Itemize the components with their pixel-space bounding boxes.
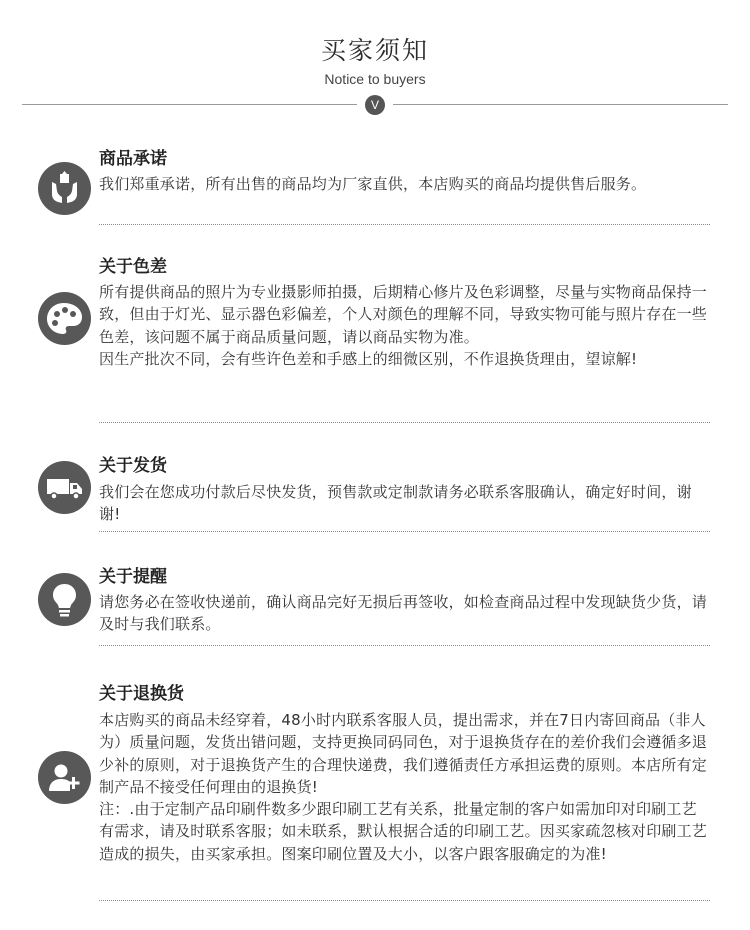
section-body xyxy=(99,709,711,865)
dotted-divider xyxy=(99,224,710,225)
section-title: 商品承诺 xyxy=(99,149,167,169)
section-body xyxy=(99,173,711,195)
section-body xyxy=(99,591,711,636)
section-title: 关于色差 xyxy=(99,257,167,277)
dotted-divider xyxy=(99,645,710,646)
section-paragraph: 所有提供商品的照片为专业摄影师拍摄，后期精心修片及色彩调整，尽量与实物商品保持一致，但由于灯光、显示器色彩偏差，个人对颜色的理解不同，导致实物可能与照片存在一些色差，该问题不属于商品质量问题，请以商品实物为准。 xyxy=(99,283,708,346)
hands-package-icon xyxy=(38,162,91,215)
divider-left xyxy=(22,104,357,105)
section-title: 关于发货 xyxy=(99,456,167,476)
section-title: 关于退换货 xyxy=(99,684,184,704)
delivery-truck-icon xyxy=(38,461,91,514)
palette-icon xyxy=(38,292,91,345)
user-add-icon xyxy=(38,751,91,804)
section-paragraph: 我们郑重承诺，所有出售的商品均为厂家直供，本店购买的商品均提供售后服务。 xyxy=(99,175,647,193)
lightbulb-icon xyxy=(38,573,91,626)
v-badge: V xyxy=(365,95,385,115)
page-subtitle: Notice to buyers xyxy=(324,71,426,87)
dotted-divider xyxy=(99,531,710,532)
section-body xyxy=(99,281,711,370)
section-title: 关于提醒 xyxy=(99,567,167,587)
dotted-divider xyxy=(99,900,710,901)
section-paragraph: 因生产批次不同，会有些许色差和手感上的细微区别，不作退换货理由，望谅解! xyxy=(99,349,638,368)
section-paragraph: 我们会在您成功付款后尽快发货，预售款或定制款请务必联系客服确认，确定好时间，谢谢! xyxy=(99,483,692,524)
dotted-divider xyxy=(99,422,710,423)
page-header xyxy=(0,0,750,120)
section-body xyxy=(99,481,711,526)
divider-right xyxy=(393,104,728,105)
page-title: 买家须知 xyxy=(320,36,429,65)
section-paragraph: 请您务必在签收快递前，确认商品完好无损后再签收，如检查商品过程中发现缺货少货，请及时与我们联系。 xyxy=(99,593,708,634)
section-paragraph: 注：.由于定制产品印刷件数多少跟印刷工艺有关系，批量定制的客户如需加印对印刷工艺有需求，请及时联系客服；如未联系，默认根据合适的印刷工艺。因买家疏忽核对印刷工艺造成的损失，由买家承担。图案印刷位置及大小，以客户跟客服确定的为准! xyxy=(99,800,708,863)
section-paragraph: 本店购买的商品未经穿着，48小时内联系客服人员，提出需求，并在7日内寄回商品（非人为）质量问题，发货出错问题，支持更换同码同色，对于退换货存在的差价我们会遵循多退少补的原则，对于退换货产生的合理快递费，我们遵循责任方承担运费的原则。本店所有定制产品不接受任何理由的退换货! xyxy=(99,711,708,796)
